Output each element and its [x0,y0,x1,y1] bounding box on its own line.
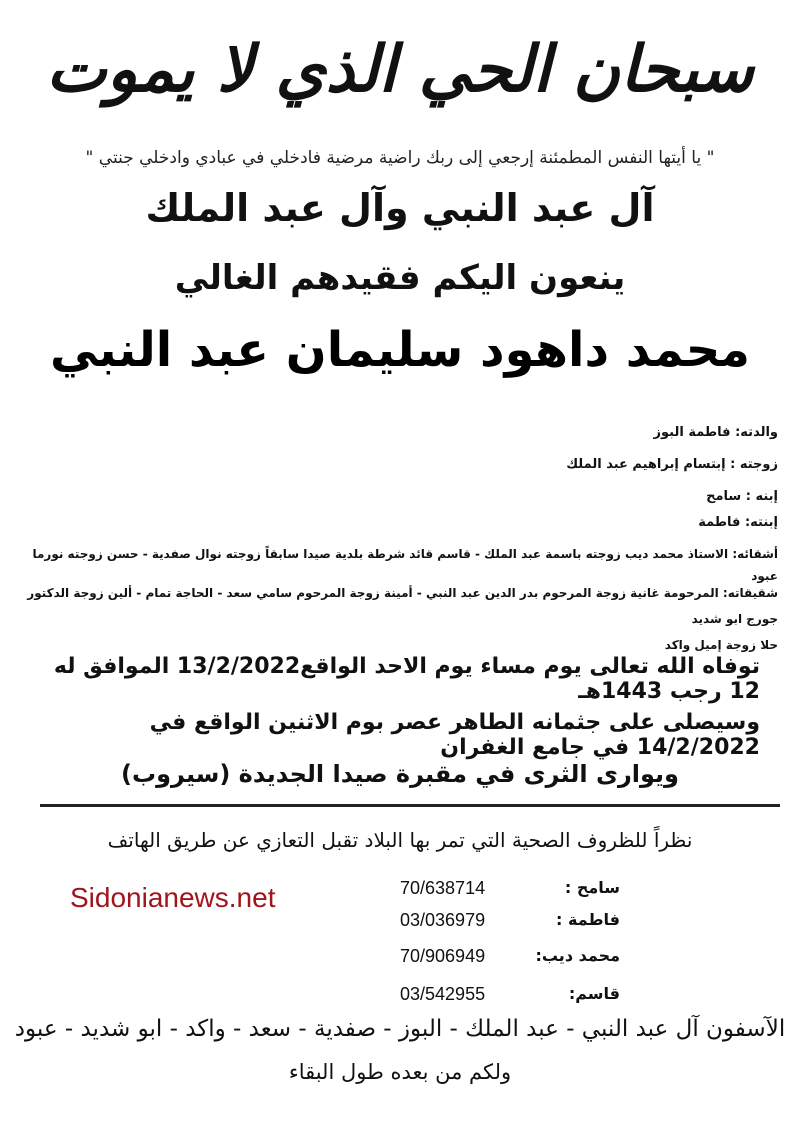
calligraphy-header: سبحان الحي الذي لا يموت [46,32,754,107]
phone-row [400,878,620,908]
kin-sisters [18,580,778,658]
phone-number: 03/036979 [400,910,486,930]
site-watermark: Sidonianews.net [70,882,276,913]
phone-number: 03/542955 [400,984,486,1004]
quran-verse: " يا أيتها النفس المطمئنة إرجعي إلى ربك راضية مرضية فادخلي في عبادي وادخلي جنتي " [85,148,715,168]
phone-row [400,946,620,976]
kin-wife: زوجته : إبتسام إبراهيم عبد الملك [566,457,778,472]
kin-sisters-line-2: حلا زوجة إميل واكد [664,638,778,652]
kin-son: إبنه : سامح [706,489,778,504]
mourn-line: ينعون اليكم فقيدهم الغالي [174,258,626,298]
kin-sisters-line-1: شقيقاته: المرحومة غانية زوجة المرحوم بدر الدين عبد النبي - أمينة زوجة المرحوم سامي سعد - الحاجة تمام - ألين زوجة الدكتور جورج ابو شديد [27,586,778,626]
long-life-wish: ولكم من بعده طول البقاء [288,1060,512,1084]
bereaved-families: الآسفون آل عبد النبي - عبد الملك - البوز - صفدية - سعد - واكد - ابو شديد - عبود [14,1016,786,1042]
kin-daughter: إبنته: فاطمة [698,515,778,530]
phone-number: 70/906949 [400,946,486,966]
phone-contact-name: فاطمة : [556,910,620,929]
condolence-notice: نظراً للظروف الصحية التي تمر بها البلاد تقبل التعازي عن طريق الهاتف [107,828,693,852]
phone-contact-name: سامح : [564,878,620,897]
phone-number: 70/638714 [400,878,486,898]
kin-mother: والدته: فاطمة البوز [653,425,778,440]
phone-contact-name: قاسم: [568,984,620,1003]
deceased-name: محمد داهود سليمان عبد النبي [49,322,751,378]
phone-row [400,910,620,940]
phone-row [400,984,620,1014]
burial-line: ويوارى الثرى في مقبرة صيدا الجديدة (سيروب) [121,760,679,788]
phone-contact-name: محمد ديب: [535,946,620,965]
kin-brothers: أشقائه: الاستاذ محمد ديب زوجته باسمة عبد الملك - قاسم قائد شرطة بلدية صيدا سابقاً زوجته نوال صفدية - حسن زوجته نورما عبود [32,547,778,583]
section-divider [40,804,780,807]
families-title: آل عبد النبي وآل عبد الملك [145,186,655,230]
death-line: توفاه الله تعالى يوم مساء يوم الاحد الواقع13/2/2022 الموافق له 12 رجب 1443هـ [53,654,760,704]
prayer-line: وسيصلى على جثمانه الطاهر عصر بوم الاثنين الواقع في 14/2/2022 في جامع الغفران [149,710,760,760]
